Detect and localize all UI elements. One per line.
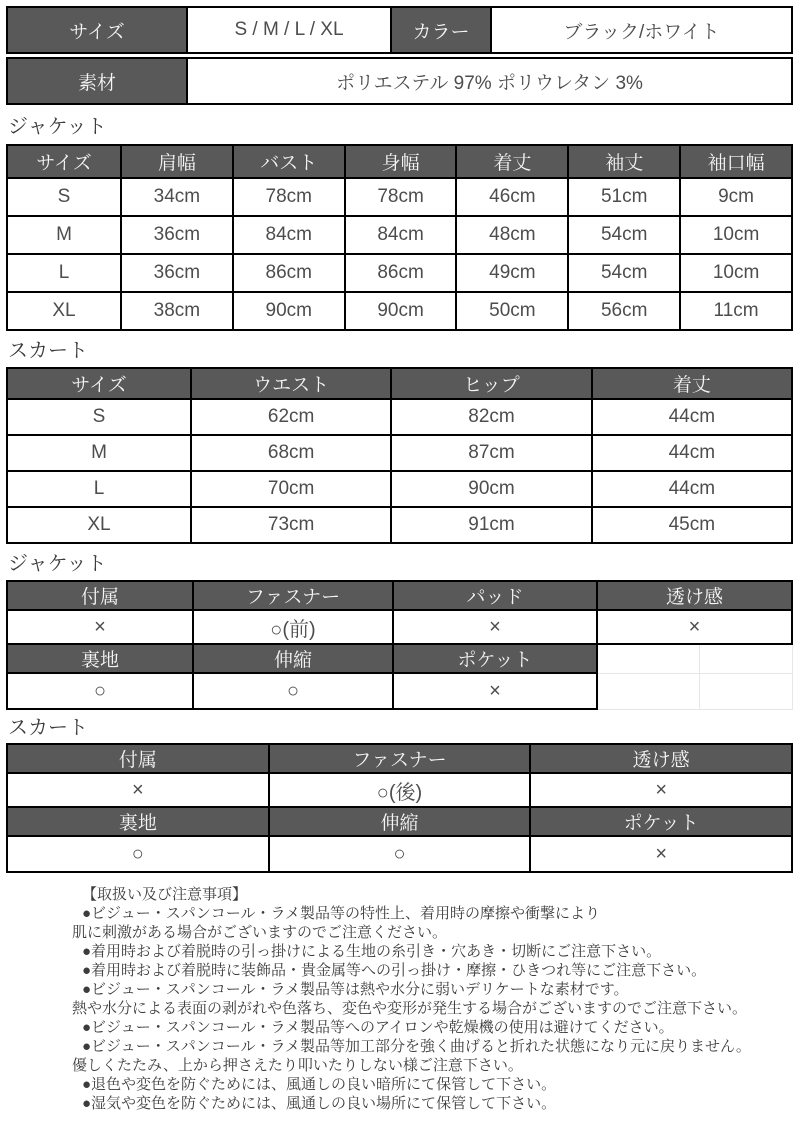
table-row xyxy=(7,471,792,507)
measurement-cell: 49cm xyxy=(456,254,568,292)
measurement-cell: 11cm xyxy=(680,292,792,330)
detail-value-cell: × xyxy=(7,773,269,807)
measurement-cell: 36cm xyxy=(121,216,233,254)
measurement-cell: 54cm xyxy=(568,216,680,254)
table-row xyxy=(7,399,792,435)
measurement-cell: 10cm xyxy=(680,216,792,254)
color-value-cell: ブラック/ホワイト xyxy=(491,7,792,53)
detail-value-cell: × xyxy=(530,773,792,807)
table-row xyxy=(7,178,792,216)
column-header-cell: 着丈 xyxy=(592,368,792,399)
table-row xyxy=(7,836,792,872)
care-notes-title: 【取扱い及び注意事項】 xyxy=(82,886,248,903)
size-header-cell: サイズ xyxy=(7,7,187,53)
care-note-line: 優しくたたみ、上から押さえたり叩いたりしない様ご注意下さい。 xyxy=(72,1057,523,1074)
detail-value-cell: × xyxy=(597,610,792,644)
care-note-line: 熱や水分による表面の剥がれや色落ち、変色や変形が発生する場合がございますのでご注意下さい。 xyxy=(72,1000,748,1017)
detail-value-cell: × xyxy=(393,673,597,709)
measurement-cell: 90cm xyxy=(391,471,591,507)
column-header-cell: サイズ xyxy=(7,145,121,178)
measurement-cell: 87cm xyxy=(391,435,591,471)
jacket-section-label: ジャケット xyxy=(8,116,107,138)
table-row xyxy=(7,435,792,471)
column-header-cell: サイズ xyxy=(7,368,191,399)
table-header-row xyxy=(7,807,792,836)
empty-grid-cell xyxy=(597,673,792,709)
table-header-row xyxy=(7,744,792,773)
measurement-cell: 82cm xyxy=(391,399,591,435)
measurement-cell: 45cm xyxy=(592,507,792,543)
measurement-cell: 38cm xyxy=(121,292,233,330)
measurement-cell: 44cm xyxy=(592,399,792,435)
detail-value-cell: ○ xyxy=(269,836,531,872)
care-note-line: ●退色や変色を防ぐためには、風通しの良い暗所にて保管して下さい。 xyxy=(82,1076,557,1093)
measurement-cell: 50cm xyxy=(456,292,568,330)
measurement-cell: 48cm xyxy=(456,216,568,254)
measurement-cell: 91cm xyxy=(391,507,591,543)
measurement-cell: 44cm xyxy=(592,471,792,507)
table-row xyxy=(7,610,792,644)
table-row xyxy=(7,216,792,254)
detail-header-cell: 付属 xyxy=(7,744,269,773)
care-note-line: ●ビジュー・スパンコール・ラメ製品等へのアイロンや乾燥機の使用は避けてください。 xyxy=(82,1019,674,1036)
table-header-row xyxy=(7,644,792,673)
table-row xyxy=(7,58,792,104)
measurement-cell: 90cm xyxy=(233,292,345,330)
jacket-details-label: ジャケット xyxy=(8,553,107,575)
measurement-cell: 84cm xyxy=(345,216,457,254)
column-header-cell: ウエスト xyxy=(191,368,391,399)
color-header-cell: カラー xyxy=(391,7,491,53)
measurement-cell: 54cm xyxy=(568,254,680,292)
column-header-cell: 袖丈 xyxy=(568,145,680,178)
measurement-cell: 34cm xyxy=(121,178,233,216)
care-notes xyxy=(6,885,793,1113)
empty-grid-cell xyxy=(597,644,792,673)
table-row xyxy=(7,254,792,292)
measurement-cell: 86cm xyxy=(345,254,457,292)
detail-value-cell: × xyxy=(530,836,792,872)
table-row xyxy=(7,507,792,543)
measurement-cell: 68cm xyxy=(191,435,391,471)
detail-header-cell: ポケット xyxy=(393,644,597,673)
measurement-cell: 62cm xyxy=(191,399,391,435)
care-note-line: ●湿気や変色を防ぐためには、風通しの良い場所にて保管して下さい。 xyxy=(82,1095,557,1112)
detail-value-cell: ○ xyxy=(7,836,269,872)
table-header-row xyxy=(7,368,792,399)
care-note-line: ●ビジュー・スパンコール・ラメ製品等の特性上、着用時の摩擦や衝撃により xyxy=(82,905,601,922)
detail-header-cell: ファスナー xyxy=(193,581,393,610)
material-value-cell: ポリエステル 97% ポリウレタン 3% xyxy=(187,58,792,104)
size-cell: M xyxy=(7,435,191,471)
care-note-line: ●ビジュー・スパンコール・ラメ製品等は熱や水分に弱いデリケートな素材です。 xyxy=(82,981,629,998)
spec-table-row1 xyxy=(6,6,793,54)
size-cell: L xyxy=(7,254,121,292)
detail-value-cell: × xyxy=(393,610,597,644)
size-cell: XL xyxy=(7,507,191,543)
column-header-cell: 袖口幅 xyxy=(680,145,792,178)
detail-header-cell: 透け感 xyxy=(597,581,792,610)
measurement-cell: 73cm xyxy=(191,507,391,543)
measurement-cell: 36cm xyxy=(121,254,233,292)
size-value-cell: S / M / L / XL xyxy=(187,7,391,53)
table-row xyxy=(7,673,792,709)
care-note-line: ●ビジュー・スパンコール・ラメ製品等加工部分を強く曲げると折れた状態になり元に戻りません。 xyxy=(82,1038,751,1055)
detail-value-cell: ○(前) xyxy=(193,610,393,644)
measurement-cell: 90cm xyxy=(345,292,457,330)
column-header-cell: バスト xyxy=(233,145,345,178)
detail-value-cell: × xyxy=(7,610,193,644)
size-cell: M xyxy=(7,216,121,254)
jacket-details-table xyxy=(6,580,793,710)
skirt-details-table xyxy=(6,743,793,873)
table-header-row xyxy=(7,145,792,178)
spec-table-row2 xyxy=(6,57,793,105)
measurement-cell: 78cm xyxy=(233,178,345,216)
measurement-cell: 70cm xyxy=(191,471,391,507)
care-note-line: ●着用時および着脱時に装飾品・貴金属等への引っ掛け・摩擦・ひきつれ等にご注意下さい。 xyxy=(82,962,707,979)
measurement-cell: 51cm xyxy=(568,178,680,216)
detail-value-cell: ○ xyxy=(193,673,393,709)
table-row xyxy=(7,292,792,330)
table-row xyxy=(7,773,792,807)
skirt-section-label: スカート xyxy=(8,340,88,362)
column-header-cell: 肩幅 xyxy=(121,145,233,178)
skirt-size-table xyxy=(6,367,793,544)
column-header-cell: 身幅 xyxy=(345,145,457,178)
measurement-cell: 46cm xyxy=(456,178,568,216)
jacket-size-table xyxy=(6,144,793,331)
detail-value-cell: ○(後) xyxy=(269,773,531,807)
detail-header-cell: 裏地 xyxy=(7,807,269,836)
measurement-cell: 86cm xyxy=(233,254,345,292)
size-cell: L xyxy=(7,471,191,507)
measurement-cell: 44cm xyxy=(592,435,792,471)
care-note-line: ●着用時および着脱時の引っ掛けによる生地の糸引き・穴あき・切断にご注意下さい。 xyxy=(82,943,662,960)
measurement-cell: 9cm xyxy=(680,178,792,216)
measurement-cell: 84cm xyxy=(233,216,345,254)
detail-header-cell: パッド xyxy=(393,581,597,610)
size-cell: S xyxy=(7,399,191,435)
table-header-row xyxy=(7,581,792,610)
care-note-line: 肌に刺激がある場合がございますのでご注意ください。 xyxy=(72,924,448,941)
detail-header-cell: 伸縮 xyxy=(193,644,393,673)
material-header-cell: 素材 xyxy=(7,58,187,104)
measurement-cell: 78cm xyxy=(345,178,457,216)
detail-header-cell: 裏地 xyxy=(7,644,193,673)
column-header-cell: ヒップ xyxy=(391,368,591,399)
detail-header-cell: ポケット xyxy=(530,807,792,836)
measurement-cell: 56cm xyxy=(568,292,680,330)
measurement-cell: 10cm xyxy=(680,254,792,292)
detail-header-cell: 透け感 xyxy=(530,744,792,773)
column-header-cell: 着丈 xyxy=(456,145,568,178)
detail-header-cell: 付属 xyxy=(7,581,193,610)
table-row xyxy=(7,7,792,53)
detail-value-cell: ○ xyxy=(7,673,193,709)
detail-header-cell: ファスナー xyxy=(269,744,531,773)
detail-header-cell: 伸縮 xyxy=(269,807,531,836)
skirt-details-label: スカート xyxy=(8,717,88,739)
size-cell: XL xyxy=(7,292,121,330)
size-cell: S xyxy=(7,178,121,216)
